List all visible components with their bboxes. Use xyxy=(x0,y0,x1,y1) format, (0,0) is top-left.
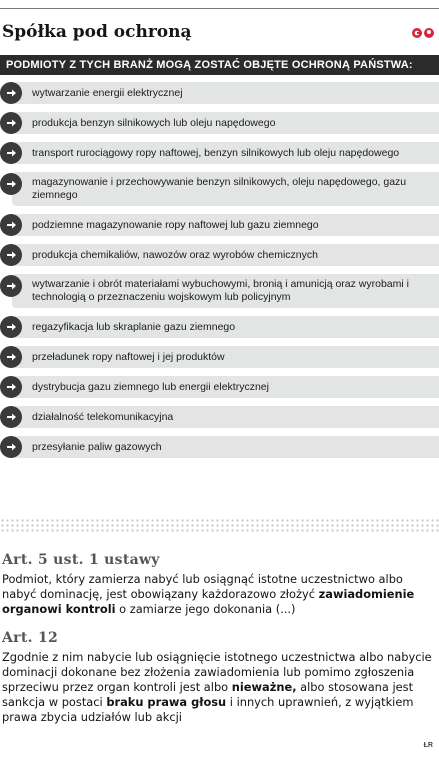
list-item-label: podziemne magazynowanie ropy naftowej lub gazu ziemnego xyxy=(12,214,439,236)
list-item-label: produkcja benzyn silnikowych lub oleju napędowego xyxy=(12,112,439,134)
arrow-right-icon xyxy=(0,436,22,458)
list-item-label: wytwarzanie i obrót materiałami wybuchowymi, bronią i amunicją oraz wyrobami i technologią o przeznaczeniu wojskowym lub policyjnym xyxy=(12,274,439,308)
list-item xyxy=(0,142,439,164)
list-item-label: przesyłanie paliw gazowych xyxy=(12,436,439,458)
list-item xyxy=(0,406,439,428)
list-item-label: działalność telekomunikacyjna xyxy=(12,406,439,428)
art5-bold-part: zawiadomienie organowi kontroli xyxy=(2,587,415,616)
dotted-separator xyxy=(0,518,439,534)
header xyxy=(0,20,439,50)
sectors-list xyxy=(0,82,439,466)
sectors-banner: PODMIOTY Z TYCH BRANŻ MOGĄ ZOSTAĆ OBJĘTE OCHRONĄ PAŃSTWA: xyxy=(0,55,439,75)
art12-text-part: i innych uprawnień, z wyjątkiem prawa zbycia udziałów lub akcji xyxy=(2,695,414,724)
source-credit: ŁR xyxy=(423,742,433,749)
arrow-right-icon xyxy=(0,82,22,104)
art5-text-part: Podmiot, który zamierza nabyć lub osiągnąć istotne uczestnictwo albo nabyć dominację, jest obowiązany każdorazowo złożyć xyxy=(2,572,403,601)
arrow-right-icon xyxy=(0,112,22,134)
top-rule xyxy=(0,8,439,9)
art5-text xyxy=(2,572,434,617)
list-item xyxy=(0,82,439,104)
arrow-right-icon xyxy=(0,214,22,236)
art12-bold-part: braku prawa głosu xyxy=(106,695,227,709)
list-item-label: transport rurociągowy ropy naftowej, benzyn silnikowych lub oleju napędowego xyxy=(12,142,439,164)
art5-heading: Art. 5 ust. 1 ustawy xyxy=(2,552,160,568)
art12-text-part: albo stosowana jest sankcja w postaci xyxy=(2,680,414,709)
list-item-label: produkcja chemikaliów, nawozów oraz wyrobów chemicznych xyxy=(12,244,439,266)
list-item xyxy=(0,172,439,206)
arrow-right-icon xyxy=(0,376,22,398)
art12-text xyxy=(2,650,434,725)
list-item xyxy=(0,346,439,368)
list-item xyxy=(0,244,439,266)
list-item-label: wytwarzanie energii elektrycznej xyxy=(12,82,439,104)
art12-heading: Art. 12 xyxy=(2,630,59,646)
list-item-label: dystrybucja gazu ziemnego lub energii elektrycznej xyxy=(12,376,439,398)
art5-text-part: o zamiarze jego dokonania (...) xyxy=(115,602,296,616)
page-title: Spółka pod ochroną xyxy=(2,22,192,42)
arrow-right-icon xyxy=(0,406,22,428)
arrow-right-icon xyxy=(0,244,22,266)
list-item xyxy=(0,274,439,308)
art12-bold-part: nieważne, xyxy=(231,680,297,694)
arrow-right-icon xyxy=(0,275,22,297)
list-item-label: regazyfikacja lub skraplanie gazu ziemnego xyxy=(12,316,439,338)
arrow-right-icon xyxy=(0,173,22,195)
arrow-right-icon xyxy=(0,346,22,368)
list-item xyxy=(0,436,439,458)
arrow-right-icon xyxy=(0,142,22,164)
arrow-right-icon xyxy=(0,316,22,338)
art12-text-part: Zgodnie z nim nabycie lub osiągnięcie istotnego uczestnictwa albo nabycie dominacji dokonane bez złożenia zawiadomienia lub pomimo zgłoszenia sprzeciwu przez organ kontroli jest albo xyxy=(2,650,432,694)
gp-logo xyxy=(411,27,435,39)
list-item xyxy=(0,316,439,338)
list-item xyxy=(0,376,439,398)
list-item xyxy=(0,112,439,134)
list-item-label: przeładunek ropy naftowej i jej produktów xyxy=(12,346,439,368)
list-item xyxy=(0,214,439,236)
list-item-label: magazynowanie i przechowywanie benzyn silnikowych, oleju napędowego, gazu ziemnego xyxy=(12,172,439,206)
